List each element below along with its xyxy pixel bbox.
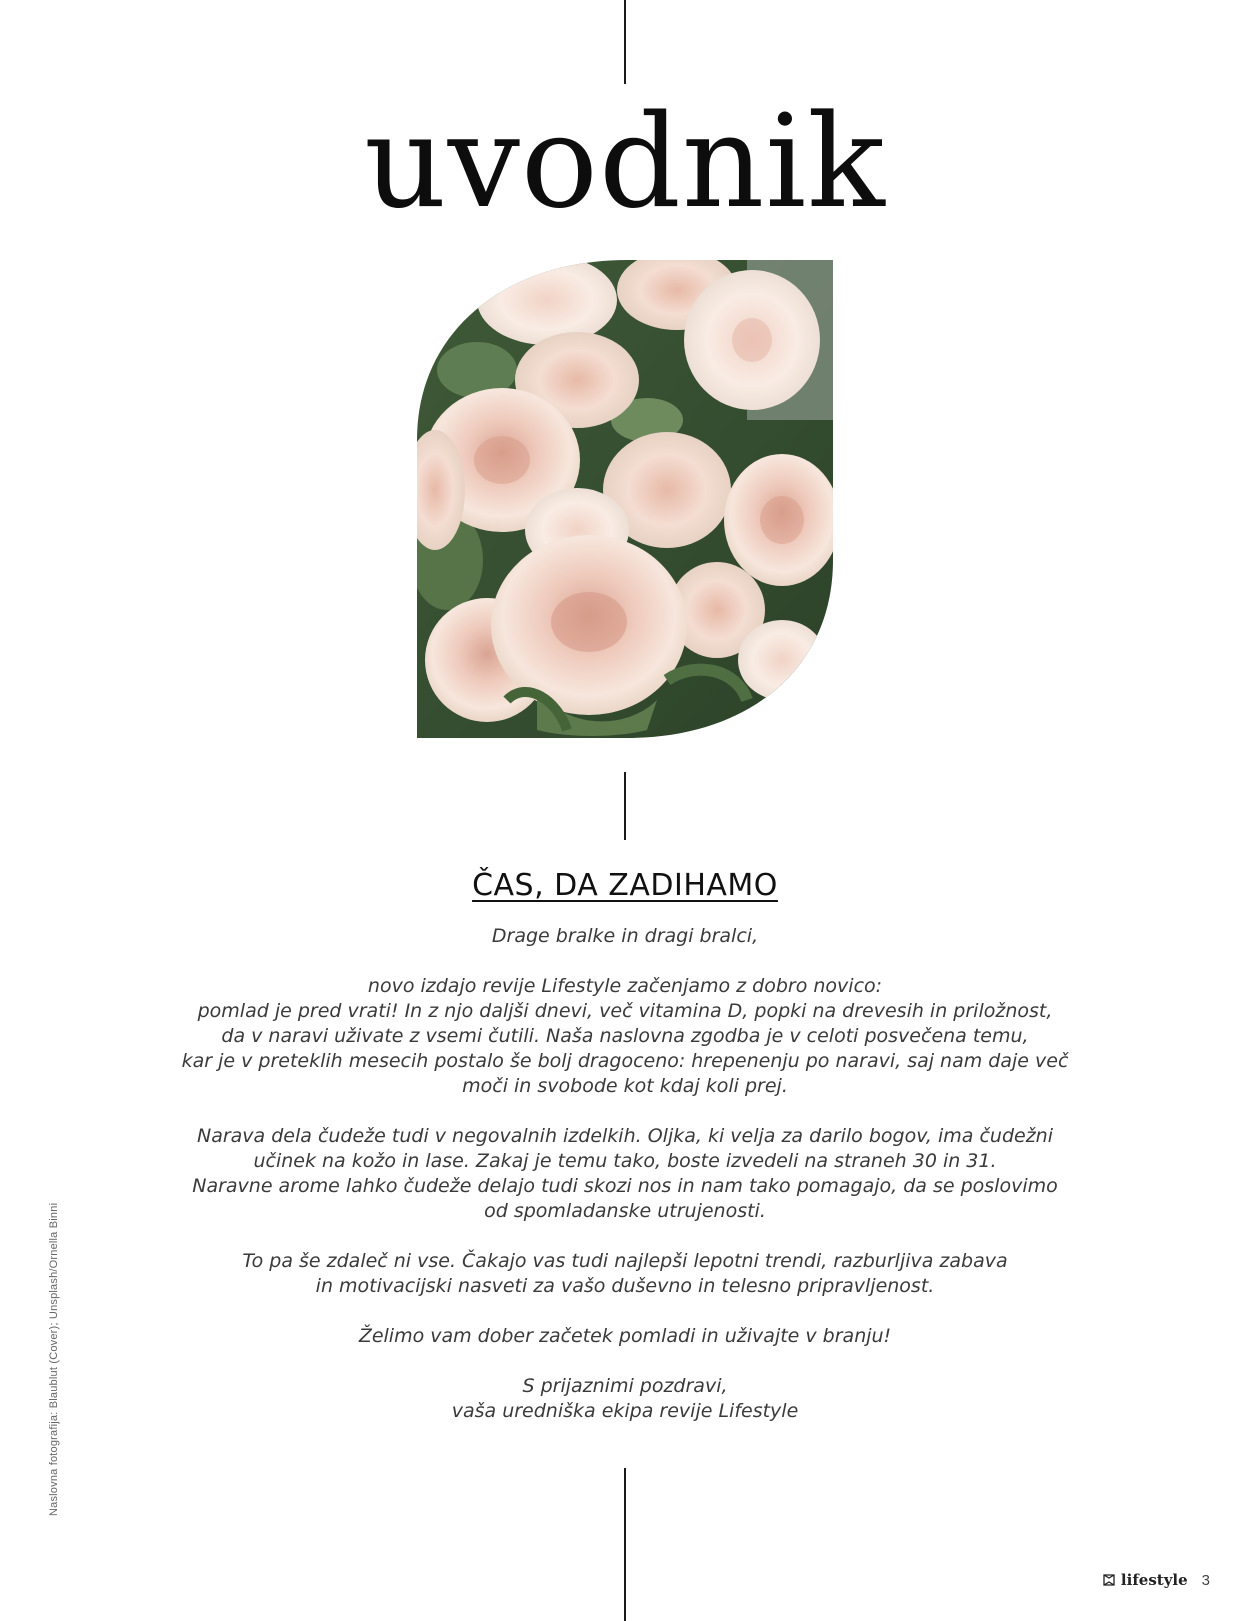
photo-credit: Naslovna fotografija: Blaublut (Cover); Unsplash/Ornella Binni — [48, 1202, 60, 1516]
paragraph-1 — [140, 974, 1110, 1099]
roses-photo — [417, 260, 833, 738]
text-line: novo izdajo revije Lifestyle začenjamo z dobro novico: — [367, 975, 883, 997]
bottom-divider-line — [624, 1468, 626, 1621]
text-line: S prijaznimi pozdravi, — [522, 1375, 728, 1397]
text-line: da v naravi uživate z vsemi čutili. Naša naslovna zgodba je v celoti posvečena temu, — [221, 1025, 1029, 1047]
signature-paragraph — [140, 1374, 1110, 1424]
text-line: in motivacijski nasveti za vašo duševno in telesno pripravljenost. — [315, 1275, 935, 1297]
text-line: učinek na kožo in lase. Zakaj je temu tako, boste izvedeli na straneh 30 in 31. — [253, 1150, 997, 1172]
article-headline — [0, 868, 1250, 903]
text-line: Narava dela čudeže tudi v negovalnih izdelkih. Oljka, ki velja za darilo bogov, ima čudežni — [197, 1125, 1053, 1147]
paragraph-3 — [140, 1249, 1110, 1299]
text-line: Želimo vam dober začetek pomladi in uživajte v branju! — [358, 1325, 892, 1347]
text-line: To pa še zdaleč ni vse. Čakajo vas tudi najlepši lepotni trendi, razburljiva zabava — [242, 1250, 1008, 1272]
text-line: od spomladanske utrujenosti. — [484, 1200, 766, 1222]
text-line: vaša uredniška ekipa revije Lifestyle — [451, 1400, 799, 1422]
text-line: pomlad je pred vrati! In z njo daljši dnevi, več vitamina D, popki na drevesih in priložnost, — [197, 1000, 1053, 1022]
text-line: kar je v preteklih mesecih postalo še bolj dragoceno: hrepenenju po naravi, saj nam daje več — [181, 1050, 1069, 1072]
top-divider-line — [624, 0, 626, 84]
greeting-paragraph — [140, 924, 1110, 949]
text-line: moči in svobode kot kdaj koli prej. — [462, 1075, 788, 1097]
middle-divider-line — [624, 772, 626, 840]
page-title: uvodnik — [364, 88, 886, 237]
page-footer — [1103, 1571, 1210, 1589]
greeting-line: Drage bralke in dragi bralci, — [491, 925, 759, 947]
paragraph-4 — [140, 1324, 1110, 1349]
page-number: 3 — [1201, 1571, 1210, 1589]
paragraph-2 — [140, 1124, 1110, 1224]
headline-text: ČAS, DA ZADIHAMO — [472, 868, 778, 903]
lifestyle-logo-icon — [1103, 1574, 1115, 1586]
text-line: Naravne arome lahko čudeže delajo tudi skozi nos in nam tako pomagajo, da se poslovimo — [192, 1175, 1058, 1197]
footer-brand: lifestyle — [1120, 1571, 1188, 1589]
article-body — [140, 924, 1110, 1449]
